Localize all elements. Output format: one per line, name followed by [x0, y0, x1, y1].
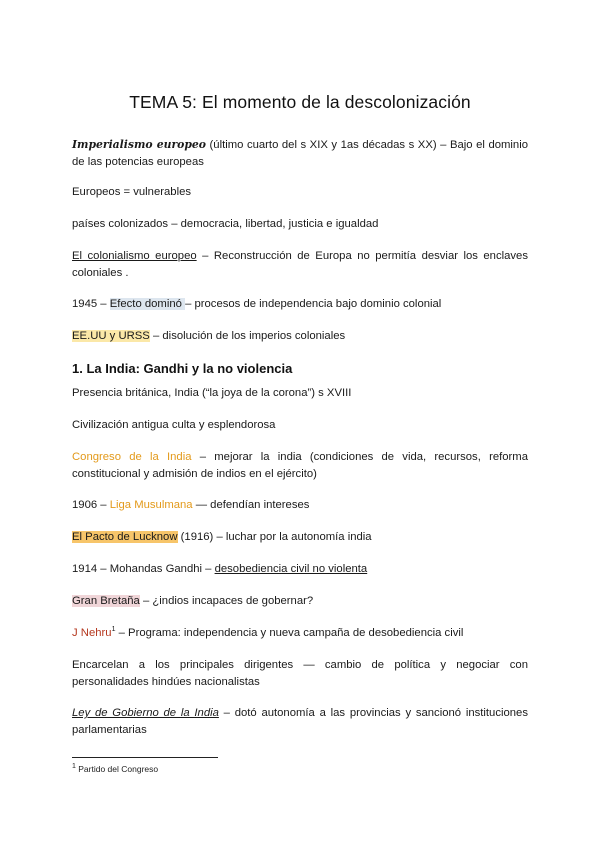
paragraph-1906: [72, 497, 528, 514]
paragraph-nehru: [72, 625, 528, 642]
paragraph-text: 1945 –: [72, 298, 110, 310]
section-heading: 1. La India: Gandhi y la no violencia: [72, 361, 293, 376]
paragraph-text: – Reconstrucción de Europa no permitía desviar los enclaves coloniales .: [72, 250, 528, 279]
paragraph-europeos: Europeos = vulnerables: [72, 186, 192, 198]
paragraph-text: – disolución de los imperios coloniales: [149, 330, 346, 342]
paragraph-paises: países colonizados – democracia, libertad, justicia e igualdad: [72, 218, 379, 230]
term-congreso: Congreso de la India: [72, 451, 192, 463]
paragraph-congreso: [72, 449, 528, 483]
footnote: [72, 764, 158, 774]
term-colonialismo: El colonialismo europeo: [72, 250, 197, 262]
paragraph-civilizacion: Civilización antigua culta y esplendorosa: [72, 419, 276, 431]
paragraph-colonialismo: [72, 248, 528, 282]
term-eeuu-urss: EE.UU y URSS: [72, 330, 150, 342]
paragraph-text: – procesos de independencia bajo dominio colonial: [185, 298, 442, 310]
paragraph-text: 1906 –: [72, 499, 110, 511]
paragraph-text: — defendían intereses: [192, 499, 310, 511]
term-efecto-domino: Efecto dominó: [109, 298, 186, 310]
paragraph-1945: [72, 296, 528, 313]
paragraph-presencia: Presencia británica, India (“la joya de la corona”) s XVIII: [72, 387, 352, 399]
paragraph-text: (1916) – luchar por la autonomía india: [177, 531, 372, 543]
page-title: TEMA 5: El momento de la descolonización: [129, 92, 471, 112]
paragraph-text: – mejorar la india (condiciones de vida, recursos, reforma constitucional y admisión de indios en el ejército): [72, 451, 528, 480]
paragraph-text: (último cuarto del s XIX y 1as décadas s XX) – Bajo el dominio de las potencias europeas: [72, 139, 529, 168]
paragraph-eeuu-urss: [72, 328, 528, 345]
paragraph-lucknow: [72, 529, 528, 546]
paragraph-text: 1914 – Mohandas Gandhi –: [72, 563, 215, 575]
paragraph-ley-gobierno: [72, 705, 528, 739]
footnote-ref: 1: [111, 626, 116, 634]
paragraph-1914: [72, 561, 528, 578]
footnote-text: Partido del Congreso: [75, 764, 159, 774]
term-pacto-lucknow: El Pacto de Lucknow: [72, 531, 178, 543]
paragraph-text: – dotó autonomía a las provincias y sancionó instituciones parlamentarias: [72, 707, 528, 736]
term-liga-musulmana: Liga Musulmana: [109, 499, 193, 511]
term-imperialismo: Imperialismo europeo: [72, 138, 206, 151]
term-desobediencia: desobediencia civil no violenta: [214, 563, 368, 575]
paragraph-text: – ¿indios incapaces de gobernar?: [139, 595, 314, 607]
term-gran-bretana: Gran Bretaña: [72, 595, 140, 607]
paragraph-gran-bretana: [72, 593, 528, 610]
term-ley-gobierno: Ley de Gobierno de la India: [72, 707, 219, 719]
footnote-divider: [72, 757, 218, 758]
paragraph-text: – Programa: independencia y nueva campaña de desobediencia civil: [115, 627, 464, 639]
paragraph-imperialismo: [72, 136, 528, 171]
footnote-mark: 1: [72, 763, 76, 771]
term-nehru: J Nehru: [72, 627, 112, 639]
paragraph-encarcelan: Encarcelan a los principales dirigentes — cambio de política y negociar con personalidades hindúes nacionalistas: [72, 659, 528, 688]
